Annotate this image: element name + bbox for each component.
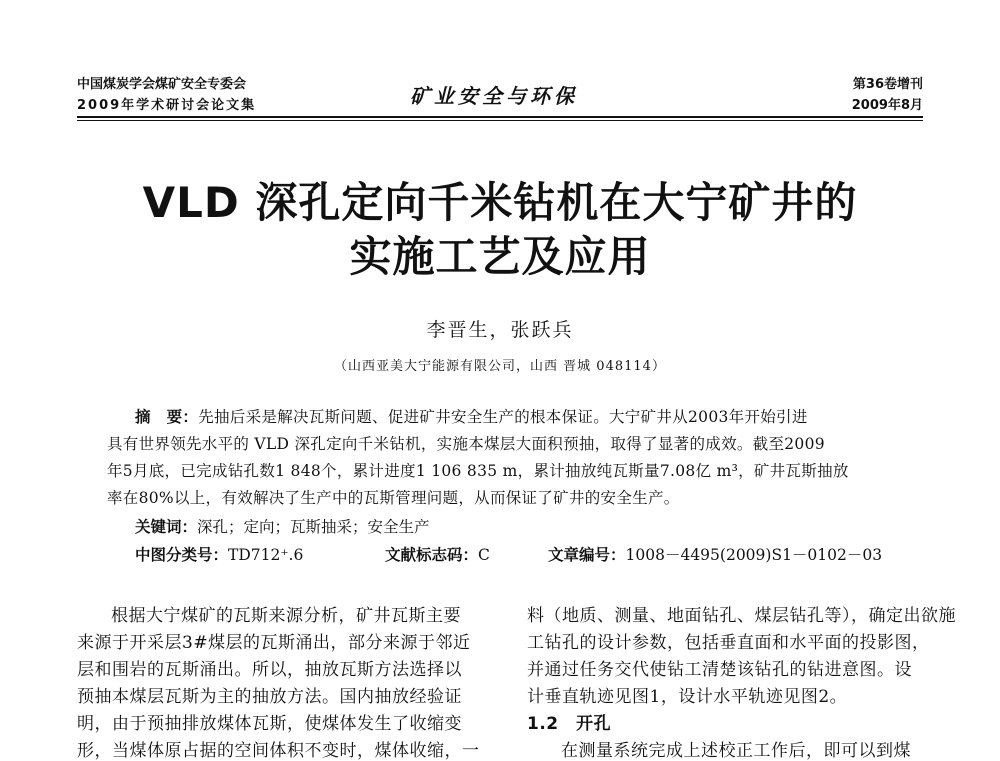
document-code-value: C xyxy=(478,546,490,564)
volume-info: 第36卷增刊 xyxy=(852,77,923,92)
article-number-label: 文章编号： xyxy=(548,546,626,564)
keywords-value: 深孔；定向；瓦斯抽采；安全生产 xyxy=(197,518,430,536)
clc-value: TD712⁺.6 xyxy=(228,546,304,564)
body-line: 层和围岩的瓦斯涌出。所以，抽放瓦斯方法选择以 xyxy=(77,660,462,680)
proceedings-line: 2009年学术研讨会论文集 xyxy=(77,98,257,113)
document-code-label: 文献标志码： xyxy=(385,546,479,564)
journal-name: 矿业安全与环保 xyxy=(410,84,578,108)
authors: 李晋生，张跃兵 xyxy=(426,319,574,341)
body-line: 预抽本煤层瓦斯为主的抽放方法。国内抽放经验证 xyxy=(77,687,462,707)
clc-number xyxy=(135,543,303,565)
article-number xyxy=(548,543,882,565)
body-line: 来源于开采层3#煤层的瓦斯涌出，部分来源于邻近 xyxy=(77,633,471,653)
journal-org-line: 中国煤炭学会煤矿安全专委会 xyxy=(77,77,247,92)
abstract-line: 年5月底，已完成钻孔数1 848个，累计进度1 106 835 m，累计抽放纯瓦斯量7.08亿 m³，矿井瓦斯抽放 xyxy=(107,462,849,480)
header-rule-thick xyxy=(77,116,923,118)
issue-date: 2009年8月 xyxy=(851,98,923,113)
abstract-line: 率在80%以上，有效解决了生产中的瓦斯管理问题，从而保证了矿井的安全生产。 xyxy=(107,489,680,507)
section-heading: 1.2 开孔 xyxy=(527,714,612,734)
body-line: 并通过任务交代使钻工清楚该钻孔的钻进意图。设 xyxy=(527,660,912,680)
body-line: 在测量系统完成上述校正工作后，即可以到煤 xyxy=(561,741,911,761)
body-line: 明，由于预抽排放煤体瓦斯，使煤体发生了收缩变 xyxy=(77,714,462,734)
abstract-line xyxy=(135,405,808,427)
paper-title-line2: 实施工艺及应用 xyxy=(349,232,651,281)
body-line: 工钻孔的设计参数，包括垂直面和水平面的投影图， xyxy=(527,633,930,653)
keywords xyxy=(135,515,430,537)
article-number-value: 1008－4495(2009)S1－0102－03 xyxy=(625,546,883,564)
body-line: 根据大宁煤矿的瓦斯来源分析，矿井瓦斯主要 xyxy=(111,606,461,626)
abstract-label: 摘 要： xyxy=(135,408,199,426)
document-code xyxy=(385,543,490,565)
affiliation: （山西亚美大宁能源有限公司，山西 晋城 048114） xyxy=(334,359,666,374)
abstract-line: 具有世界领先水平的 VLD 深孔定向千米钻机，实施本煤层大面积预抽，取得了显著的成效。截至2009 xyxy=(107,435,825,453)
abstract-text: 先抽后采是解决瓦斯问题、促进矿井安全生产的根本保证。大宁矿井从2003年开始引进 xyxy=(198,408,808,426)
body-line: 料（地质、测量、地面钻孔、煤层钻孔等），确定出欲施 xyxy=(527,606,956,626)
body-line: 计垂直轨迹见图1，设计水平轨迹见图2。 xyxy=(527,687,848,707)
keywords-label: 关键词： xyxy=(135,518,198,536)
paper-title-line1: VLD 深孔定向千米钻机在大宁矿井的 xyxy=(142,178,858,227)
header-rule-thin xyxy=(77,120,923,121)
body-line: 形，当煤体原占据的空间体积不变时，煤体收缩，一 xyxy=(77,741,480,761)
clc-label: 中图分类号： xyxy=(135,546,229,564)
